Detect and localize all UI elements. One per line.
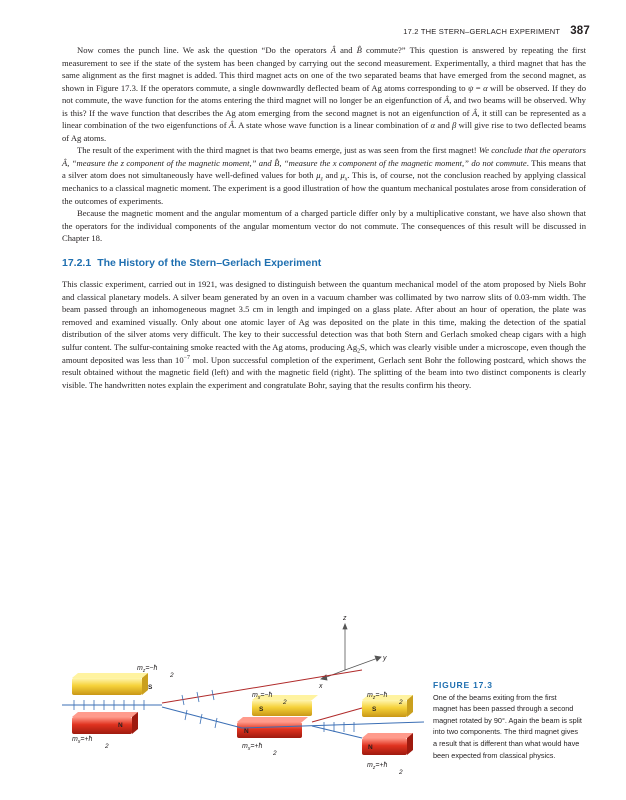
figure-17-3-illustration (62, 610, 424, 780)
label-m: m (367, 692, 373, 699)
label-sign: =− (375, 692, 384, 699)
pole-s: S (372, 706, 377, 713)
operator-a: Â (472, 107, 478, 118)
axis-label-y: y (383, 655, 387, 662)
page-number: 387 (570, 25, 590, 37)
body-text (62, 44, 586, 391)
label-two: 2 (399, 699, 403, 706)
text-run: , and two beams will be observed. Why is this? If the wave function that describes the Ag atom emerging from the second magnet is not an eigenfunction of (62, 95, 586, 118)
label-m: m (252, 692, 258, 699)
subscript-z: z (320, 177, 323, 184)
label-hbar: ħ (268, 692, 273, 699)
figure-label: FIGURE 17.3 (433, 680, 493, 690)
label-sign: =+ (375, 762, 384, 769)
operator-b: B̂ (274, 157, 280, 168)
text-run: . This is, of course, not the conclusion reached by applying classical mechanics to a classical magnetic moment. The experiment is a good illustration of how the quantum mechanical postulates arose from consideration of the outcomes of experiments. (62, 170, 586, 206)
label-sign: =− (260, 692, 269, 699)
pole-s: S (148, 684, 153, 691)
label-x: x (257, 695, 261, 701)
text-run: will be observed. If they do not commute, the wave function for the atoms entering the third magnet will no longer be an eigenfunction of (62, 82, 586, 106)
svg-text:mx=+ħ (242, 743, 263, 752)
text-run: This classic experiment, carried out in 1921, was designed to distinguish between the quantum mechanical model of the atom proposed by Niels Bohr and classical planetary models. A silver beam generated by an oven in a vacuum chamber was collimated by two narrow slits of 0.03-mm width. The beam passed through an inhomogeneous magnet 3.5 cm in length and impinged on a glass plate. After about an hour of operation, the plate was removed and examined visually. Only about one atomic layer of Ag was deposited on the plate in this time, making the detection of the spatial distribution of the silver atoms very difficult. The key to their successful detection was that both Stern and Gerlach smoked cheap cigars with a high sulfur content. The sulfur-containing smoke reacted with the Ag atoms, producing Ag (62, 279, 586, 353)
label-sign: =+ (80, 736, 89, 743)
label-two: 2 (105, 743, 109, 750)
figure-caption (433, 680, 583, 761)
label-hbar: ħ (153, 665, 158, 672)
label-hbar: ħ (383, 762, 388, 769)
superscript-exponent: −7 (183, 354, 191, 361)
italic-run: , “measure the x component of the magnetic moment,” do not commute (279, 157, 527, 168)
text-run: and (322, 170, 341, 181)
caption-text: One of the beams exiting from the first magnet has been passed through a second magnet rotated by 90°. Again the beam is split into two components. The third magnet gives a result that is different than what would have been expected from classical physics. (433, 692, 582, 760)
label-m: m (367, 762, 373, 769)
label-m: m (242, 743, 248, 750)
label-hbar: ħ (383, 692, 388, 699)
operator-a: Â (330, 45, 336, 55)
figure-17-3 (62, 610, 424, 780)
axis-label-z: z (343, 615, 347, 622)
italic-run: , “measure the z component of the magnetic moment,” and (67, 157, 275, 168)
label-two: 2 (399, 769, 403, 776)
text-run: Now comes the punch line. We ask the question “Do the operators (77, 45, 331, 55)
operator-b: B̂ (356, 45, 362, 55)
text-run: , it still can be represented as a linear combination of the two eigenfunctions of (62, 107, 586, 131)
svg-text:mz=−ħ (137, 665, 158, 674)
label-x: x (247, 746, 251, 752)
running-title: 17.2 THE STERN–GERLACH EXPERIMENT (403, 27, 561, 36)
text-run: . A state whose wave function is a linear combination of (234, 120, 431, 131)
paragraph-3: Because the magnetic moment and the angular momentum of a charged particle differ only by a multiplicative constant, we have also shown that the operators for the individual components of the angular momentum vector do not commute. The consequences of this result will be discussed in Chapter 18. (62, 208, 586, 244)
label-m: m (72, 736, 78, 743)
section-title: The History of the Stern–Gerlach Experiment (97, 256, 322, 269)
label-sign: =− (145, 665, 154, 672)
text-run: The result of the experiment with the third magnet is that two beams emerge, just as was seen from the first magnet! (77, 145, 479, 156)
label-hbar: ħ (258, 743, 263, 750)
text-run: = (473, 82, 484, 93)
label-two: 2 (273, 750, 277, 757)
label-hbar: ħ (88, 736, 93, 743)
svg-text:mz=+ħ (367, 762, 388, 771)
section-number: 17.2.1 (62, 256, 92, 269)
magnet-3 (362, 695, 413, 755)
label-z: z (372, 765, 376, 771)
subscript-x: x (344, 177, 348, 184)
symbol-alpha: α (430, 120, 436, 131)
subscript-2: 2 (357, 348, 361, 355)
paragraph-1 (62, 44, 586, 144)
operator-a: Â (443, 95, 450, 106)
text-run: and (335, 45, 357, 55)
axis-label-x: x (319, 683, 323, 690)
state-label (242, 743, 277, 757)
italic-run: We conclude that the operators (478, 145, 586, 156)
section-heading (62, 257, 586, 270)
text-run: and (435, 120, 453, 131)
state-label (72, 736, 109, 750)
label-z: z (372, 695, 376, 701)
symbol-alpha: α (483, 82, 488, 93)
paragraph-2 (62, 144, 586, 207)
text-run: commute?” This question is answered by repeating the first measurement to see if the state of the system has been changed by carrying out the second measurement. Experimentally, a third magnet that has the same alignment as the first magnet is added. This third magnet acts on one of the two separated beams that have emerged from the second magnet, as shown in Figure 17.3. If the operators commute, a single downwardly deflected beam of Ag atoms corresponding to (62, 45, 586, 93)
text-run: . This means that a silver atom does not simultaneously have well-defined values for both (62, 157, 586, 181)
label-two: 2 (170, 672, 174, 679)
symbol-mu: μ (316, 170, 321, 181)
text-run: will give rise to two deflected beams of Ag atoms. (62, 120, 586, 143)
label-z: z (142, 668, 146, 674)
label-two: 2 (283, 699, 287, 706)
state-label (367, 762, 403, 776)
symbol-psi: ψ (467, 82, 474, 93)
symbol-mu: μ (340, 170, 345, 181)
operator-a: Â (228, 120, 235, 131)
text-run: mol. Upon successful completion of the experiment, Gerlach sent Bohr the following postcard, which shows the result obtained without the magnetic field (left) and with the magnetic field (right). The splitting of the beam into two distinct components is clearly visible. The handwritten notes explain the experiment and congratulate Bohr, saying that the results confirm his theory. (62, 354, 587, 390)
pole-n: N (244, 728, 249, 735)
symbol-beta: β (452, 120, 457, 131)
pole-n: N (118, 722, 123, 729)
label-sign: =+ (250, 743, 259, 750)
running-head (403, 25, 590, 37)
pole-n: N (368, 744, 373, 751)
label-m: m (137, 665, 143, 672)
pole-s: S (259, 706, 264, 713)
operator-a: Â (62, 157, 68, 168)
magnet-2 (237, 695, 318, 738)
label-x: x (77, 739, 81, 745)
text-run: S, which was clearly visible under a microscope, even though the amount deposited was less than 10 (62, 342, 586, 365)
paragraph-4 (62, 278, 586, 391)
svg-text:mx=+ħ (72, 736, 93, 745)
